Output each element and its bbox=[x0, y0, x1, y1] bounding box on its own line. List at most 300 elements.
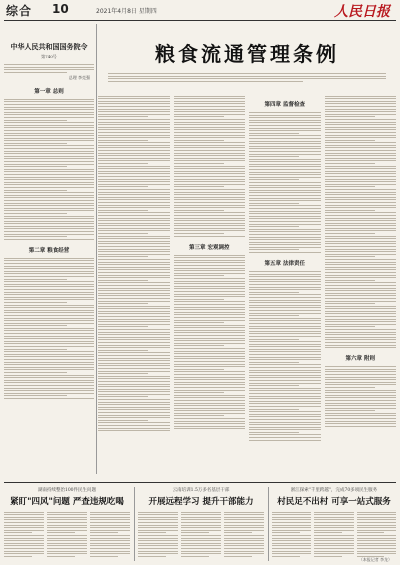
text-line bbox=[325, 238, 397, 239]
text-line bbox=[249, 172, 321, 173]
text-line bbox=[181, 522, 221, 523]
text-line bbox=[4, 122, 94, 123]
text-line bbox=[98, 378, 170, 379]
text-line bbox=[272, 551, 311, 552]
text-line bbox=[98, 181, 170, 182]
text-line bbox=[174, 304, 246, 305]
text-line bbox=[314, 512, 353, 513]
text-line bbox=[47, 543, 87, 544]
text-line bbox=[174, 358, 246, 359]
text-line bbox=[90, 525, 130, 526]
chapter-title: 第二章 粮食经营 bbox=[28, 247, 70, 254]
text-line bbox=[98, 210, 148, 211]
story-column bbox=[181, 510, 221, 558]
text-line bbox=[4, 164, 94, 165]
text-line bbox=[98, 420, 148, 421]
text-line bbox=[249, 302, 321, 303]
text-line bbox=[249, 154, 321, 155]
text-line bbox=[325, 369, 397, 370]
text-line bbox=[325, 303, 375, 304]
text-line bbox=[249, 192, 321, 193]
text-line bbox=[325, 168, 397, 169]
text-line bbox=[174, 145, 246, 146]
text-line bbox=[98, 293, 170, 294]
text-line bbox=[90, 514, 130, 515]
page-header bbox=[0, 0, 400, 20]
text-line bbox=[4, 234, 94, 235]
text-line bbox=[249, 351, 321, 352]
text-line bbox=[249, 364, 321, 365]
text-line bbox=[249, 174, 321, 175]
text-line bbox=[4, 385, 94, 386]
text-line bbox=[174, 109, 246, 110]
text-line bbox=[4, 543, 44, 544]
text-line bbox=[174, 384, 246, 385]
text-line bbox=[4, 268, 94, 269]
text-line bbox=[47, 530, 87, 531]
story-column bbox=[4, 510, 44, 558]
column-divider bbox=[134, 487, 135, 561]
text-line bbox=[4, 336, 94, 337]
text-line bbox=[138, 540, 178, 541]
text-line bbox=[98, 324, 170, 325]
text-line bbox=[4, 512, 44, 513]
text-line bbox=[249, 198, 321, 199]
text-line bbox=[249, 385, 299, 386]
text-line bbox=[98, 259, 170, 260]
text-line bbox=[174, 299, 224, 300]
text-line bbox=[98, 277, 170, 278]
text-line bbox=[4, 177, 94, 178]
text-line bbox=[174, 408, 246, 409]
text-line bbox=[249, 375, 321, 376]
text-line bbox=[4, 343, 94, 344]
text-line bbox=[98, 365, 170, 366]
text-line bbox=[47, 522, 87, 523]
text-line bbox=[325, 230, 397, 231]
text-line bbox=[357, 535, 396, 536]
text-line bbox=[4, 346, 94, 347]
text-line bbox=[98, 220, 170, 221]
text-line bbox=[325, 202, 397, 203]
text-line bbox=[325, 408, 397, 409]
text-line bbox=[174, 397, 246, 398]
text-line bbox=[272, 548, 311, 549]
text-line bbox=[272, 535, 311, 536]
text-line bbox=[249, 344, 321, 345]
text-line bbox=[4, 205, 94, 206]
text-line bbox=[314, 545, 353, 546]
text-line bbox=[249, 393, 321, 394]
text-line bbox=[4, 364, 94, 365]
text-line bbox=[4, 525, 44, 526]
text-line bbox=[249, 349, 321, 350]
text-line bbox=[249, 287, 321, 288]
text-line bbox=[174, 348, 246, 349]
text-line bbox=[98, 101, 170, 102]
text-line bbox=[224, 532, 252, 533]
text-line bbox=[249, 390, 321, 391]
text-line bbox=[174, 179, 246, 180]
text-line bbox=[174, 230, 246, 231]
text-line bbox=[174, 281, 246, 282]
text-line bbox=[249, 169, 321, 170]
text-line bbox=[4, 388, 94, 389]
text-line bbox=[325, 186, 375, 187]
text-line bbox=[98, 137, 170, 138]
text-line bbox=[325, 132, 397, 133]
text-line bbox=[224, 514, 264, 515]
text-line bbox=[325, 181, 397, 182]
text-line bbox=[224, 535, 264, 536]
text-line bbox=[249, 156, 299, 157]
text-line bbox=[174, 392, 224, 393]
text-line bbox=[224, 538, 264, 539]
text-line bbox=[325, 347, 397, 348]
decree-text bbox=[4, 64, 94, 73]
text-line bbox=[272, 556, 300, 557]
text-line bbox=[325, 313, 397, 314]
text-line bbox=[325, 332, 397, 333]
text-line bbox=[138, 514, 178, 515]
text-line bbox=[224, 556, 252, 557]
story-column bbox=[47, 510, 87, 558]
text-line bbox=[249, 437, 321, 438]
text-line bbox=[249, 297, 321, 298]
text-line bbox=[4, 195, 94, 196]
text-line bbox=[325, 293, 397, 294]
text-line bbox=[325, 158, 397, 159]
text-line bbox=[249, 112, 321, 113]
text-line bbox=[174, 127, 246, 128]
text-line bbox=[249, 341, 321, 342]
text-line bbox=[90, 545, 130, 546]
text-line bbox=[325, 397, 397, 398]
text-line bbox=[325, 106, 397, 107]
text-line bbox=[98, 280, 148, 281]
text-line bbox=[357, 530, 396, 531]
text-line bbox=[98, 326, 148, 327]
story-column bbox=[224, 510, 264, 558]
text-line bbox=[174, 395, 246, 396]
article-title: 粮食流通管理条例 bbox=[155, 42, 339, 66]
main-article bbox=[98, 24, 396, 479]
text-line bbox=[272, 553, 311, 554]
text-line bbox=[174, 192, 246, 193]
text-line bbox=[4, 281, 94, 282]
text-line bbox=[98, 285, 170, 286]
text-line bbox=[325, 109, 397, 110]
text-line bbox=[98, 334, 170, 335]
text-line bbox=[325, 298, 397, 299]
text-line bbox=[4, 545, 44, 546]
text-line bbox=[249, 427, 321, 428]
text-line bbox=[4, 284, 94, 285]
text-line bbox=[249, 440, 321, 441]
decree-signer: 总理 李克强 bbox=[68, 74, 90, 80]
text-line bbox=[174, 166, 246, 167]
text-line bbox=[174, 314, 246, 315]
text-line bbox=[4, 330, 94, 331]
text-line bbox=[249, 380, 321, 381]
text-line bbox=[4, 213, 67, 214]
text-line bbox=[272, 525, 311, 526]
text-line bbox=[98, 166, 170, 167]
text-line bbox=[4, 369, 94, 370]
text-line bbox=[4, 390, 94, 391]
text-line bbox=[98, 301, 170, 302]
text-line bbox=[98, 430, 170, 431]
text-line bbox=[4, 328, 94, 329]
text-line bbox=[249, 133, 299, 134]
text-line bbox=[174, 116, 224, 117]
text-line bbox=[98, 295, 170, 296]
text-line bbox=[272, 519, 311, 520]
text-line bbox=[47, 540, 87, 541]
text-line bbox=[325, 400, 397, 401]
text-line bbox=[249, 362, 299, 363]
text-line bbox=[224, 530, 264, 531]
text-line bbox=[181, 538, 221, 539]
page-number: 10 bbox=[52, 2, 69, 16]
text-line bbox=[325, 218, 397, 219]
story-column bbox=[138, 510, 178, 558]
text-line bbox=[325, 259, 397, 260]
text-line bbox=[98, 114, 170, 115]
text-line bbox=[325, 111, 397, 112]
text-line bbox=[98, 303, 148, 304]
text-line bbox=[174, 418, 246, 419]
text-line bbox=[272, 522, 311, 523]
text-line bbox=[4, 305, 94, 306]
text-line bbox=[325, 264, 397, 265]
text-line bbox=[98, 129, 170, 130]
text-line bbox=[249, 130, 321, 131]
text-line bbox=[4, 318, 94, 319]
chapter-body bbox=[4, 258, 94, 399]
text-line bbox=[249, 237, 321, 238]
text-line bbox=[325, 114, 397, 115]
text-line bbox=[4, 135, 94, 136]
text-line bbox=[4, 359, 94, 360]
text-line bbox=[314, 519, 353, 520]
text-line bbox=[4, 333, 94, 334]
text-line bbox=[325, 288, 397, 289]
text-line bbox=[98, 313, 170, 314]
text-line bbox=[314, 535, 353, 536]
text-line bbox=[325, 215, 397, 216]
text-line bbox=[4, 362, 94, 363]
text-line bbox=[325, 212, 397, 213]
text-line bbox=[325, 275, 397, 276]
text-line bbox=[4, 393, 94, 394]
text-line bbox=[4, 354, 94, 355]
text-line bbox=[138, 525, 178, 526]
chapter-title: 第一章 总则 bbox=[34, 88, 64, 95]
text-line bbox=[325, 116, 375, 117]
text-line bbox=[325, 377, 397, 378]
text-line bbox=[325, 256, 375, 257]
text-line bbox=[249, 177, 321, 178]
text-line bbox=[98, 399, 170, 400]
text-line bbox=[4, 398, 94, 399]
text-line bbox=[174, 325, 246, 326]
text-line bbox=[174, 98, 246, 99]
text-line bbox=[174, 374, 246, 375]
text-line bbox=[325, 329, 397, 330]
chapter-body bbox=[4, 99, 94, 240]
text-line bbox=[98, 342, 170, 343]
article-column bbox=[249, 94, 321, 479]
text-line bbox=[174, 268, 246, 269]
text-line bbox=[174, 405, 246, 406]
text-line bbox=[4, 540, 44, 541]
text-line bbox=[357, 553, 396, 554]
text-line bbox=[325, 150, 397, 151]
text-line bbox=[174, 296, 246, 297]
text-line bbox=[98, 223, 170, 224]
text-line bbox=[4, 286, 94, 287]
text-line bbox=[174, 124, 246, 125]
text-line bbox=[314, 525, 353, 526]
text-line bbox=[138, 543, 178, 544]
text-line bbox=[174, 228, 246, 229]
text-line bbox=[98, 243, 170, 244]
text-line bbox=[4, 133, 94, 134]
text-line bbox=[325, 155, 397, 156]
text-line bbox=[249, 218, 321, 219]
text-line bbox=[357, 551, 396, 552]
text-line bbox=[249, 216, 321, 217]
text-line bbox=[4, 143, 67, 144]
text-line bbox=[325, 225, 397, 226]
text-line bbox=[325, 101, 397, 102]
text-line bbox=[98, 135, 170, 136]
text-line bbox=[4, 325, 67, 326]
text-line bbox=[224, 553, 264, 554]
text-line bbox=[98, 230, 170, 231]
text-line bbox=[325, 426, 397, 427]
text-line bbox=[314, 517, 353, 518]
text-line bbox=[325, 262, 397, 263]
text-line bbox=[249, 231, 321, 232]
text-line bbox=[4, 356, 94, 357]
text-line bbox=[325, 316, 397, 317]
text-line bbox=[174, 330, 246, 331]
text-line bbox=[90, 527, 130, 528]
text-line bbox=[249, 372, 321, 373]
text-line bbox=[249, 323, 321, 324]
text-line bbox=[357, 545, 396, 546]
text-line bbox=[224, 522, 264, 523]
text-line bbox=[4, 192, 94, 193]
text-line bbox=[4, 158, 94, 159]
text-line bbox=[249, 336, 321, 337]
text-line bbox=[325, 119, 397, 120]
text-line bbox=[98, 189, 170, 190]
text-line bbox=[249, 354, 321, 355]
text-line bbox=[4, 117, 94, 118]
text-line bbox=[357, 525, 396, 526]
text-line bbox=[174, 189, 246, 190]
text-line bbox=[138, 553, 178, 554]
text-line bbox=[4, 218, 94, 219]
text-line bbox=[98, 163, 148, 164]
text-line bbox=[138, 551, 178, 552]
text-line bbox=[98, 168, 170, 169]
text-line bbox=[98, 179, 170, 180]
text-line bbox=[4, 338, 94, 339]
text-line bbox=[249, 305, 321, 306]
text-line bbox=[4, 548, 44, 549]
text-line bbox=[224, 545, 264, 546]
text-line bbox=[138, 538, 178, 539]
text-line bbox=[249, 185, 321, 186]
text-line bbox=[98, 384, 170, 385]
text-line bbox=[98, 389, 170, 390]
text-line bbox=[174, 421, 246, 422]
text-line bbox=[249, 161, 321, 162]
text-line bbox=[224, 548, 264, 549]
text-line bbox=[249, 419, 321, 420]
text-line bbox=[174, 403, 246, 404]
text-line bbox=[98, 246, 170, 247]
text-line bbox=[174, 265, 246, 266]
text-line bbox=[181, 525, 221, 526]
photo-credit: （本报记者 李龙） bbox=[358, 557, 392, 562]
text-line bbox=[325, 295, 397, 296]
text-line bbox=[249, 179, 299, 180]
text-line bbox=[98, 415, 170, 416]
text-line bbox=[4, 372, 67, 373]
text-line bbox=[4, 156, 94, 157]
text-line bbox=[174, 364, 246, 365]
text-line bbox=[181, 540, 221, 541]
text-line bbox=[98, 404, 170, 405]
text-line bbox=[4, 145, 94, 146]
text-line bbox=[4, 276, 94, 277]
text-line bbox=[98, 103, 170, 104]
text-line bbox=[249, 115, 321, 116]
text-line bbox=[174, 343, 246, 344]
text-line bbox=[174, 294, 246, 295]
text-line bbox=[325, 246, 397, 247]
text-line bbox=[4, 519, 44, 520]
text-line bbox=[325, 205, 397, 206]
text-line bbox=[249, 151, 321, 152]
text-line bbox=[249, 281, 321, 282]
text-line bbox=[174, 340, 246, 341]
text-line bbox=[4, 179, 94, 180]
text-line bbox=[174, 119, 246, 120]
text-line bbox=[325, 233, 375, 234]
text-line bbox=[98, 119, 170, 120]
text-line bbox=[314, 540, 353, 541]
text-line bbox=[174, 220, 246, 221]
text-line bbox=[174, 147, 246, 148]
text-line bbox=[47, 545, 87, 546]
text-line bbox=[98, 290, 170, 291]
text-line bbox=[47, 527, 87, 528]
text-line bbox=[98, 124, 170, 125]
story-kicker: 浙江探索"千里跨越"，完成70多项民生服务 bbox=[290, 488, 378, 493]
text-line bbox=[4, 310, 94, 311]
text-line bbox=[90, 540, 130, 541]
text-line bbox=[174, 379, 246, 380]
text-line bbox=[4, 517, 44, 518]
text-line bbox=[272, 543, 311, 544]
text-line bbox=[98, 212, 170, 213]
